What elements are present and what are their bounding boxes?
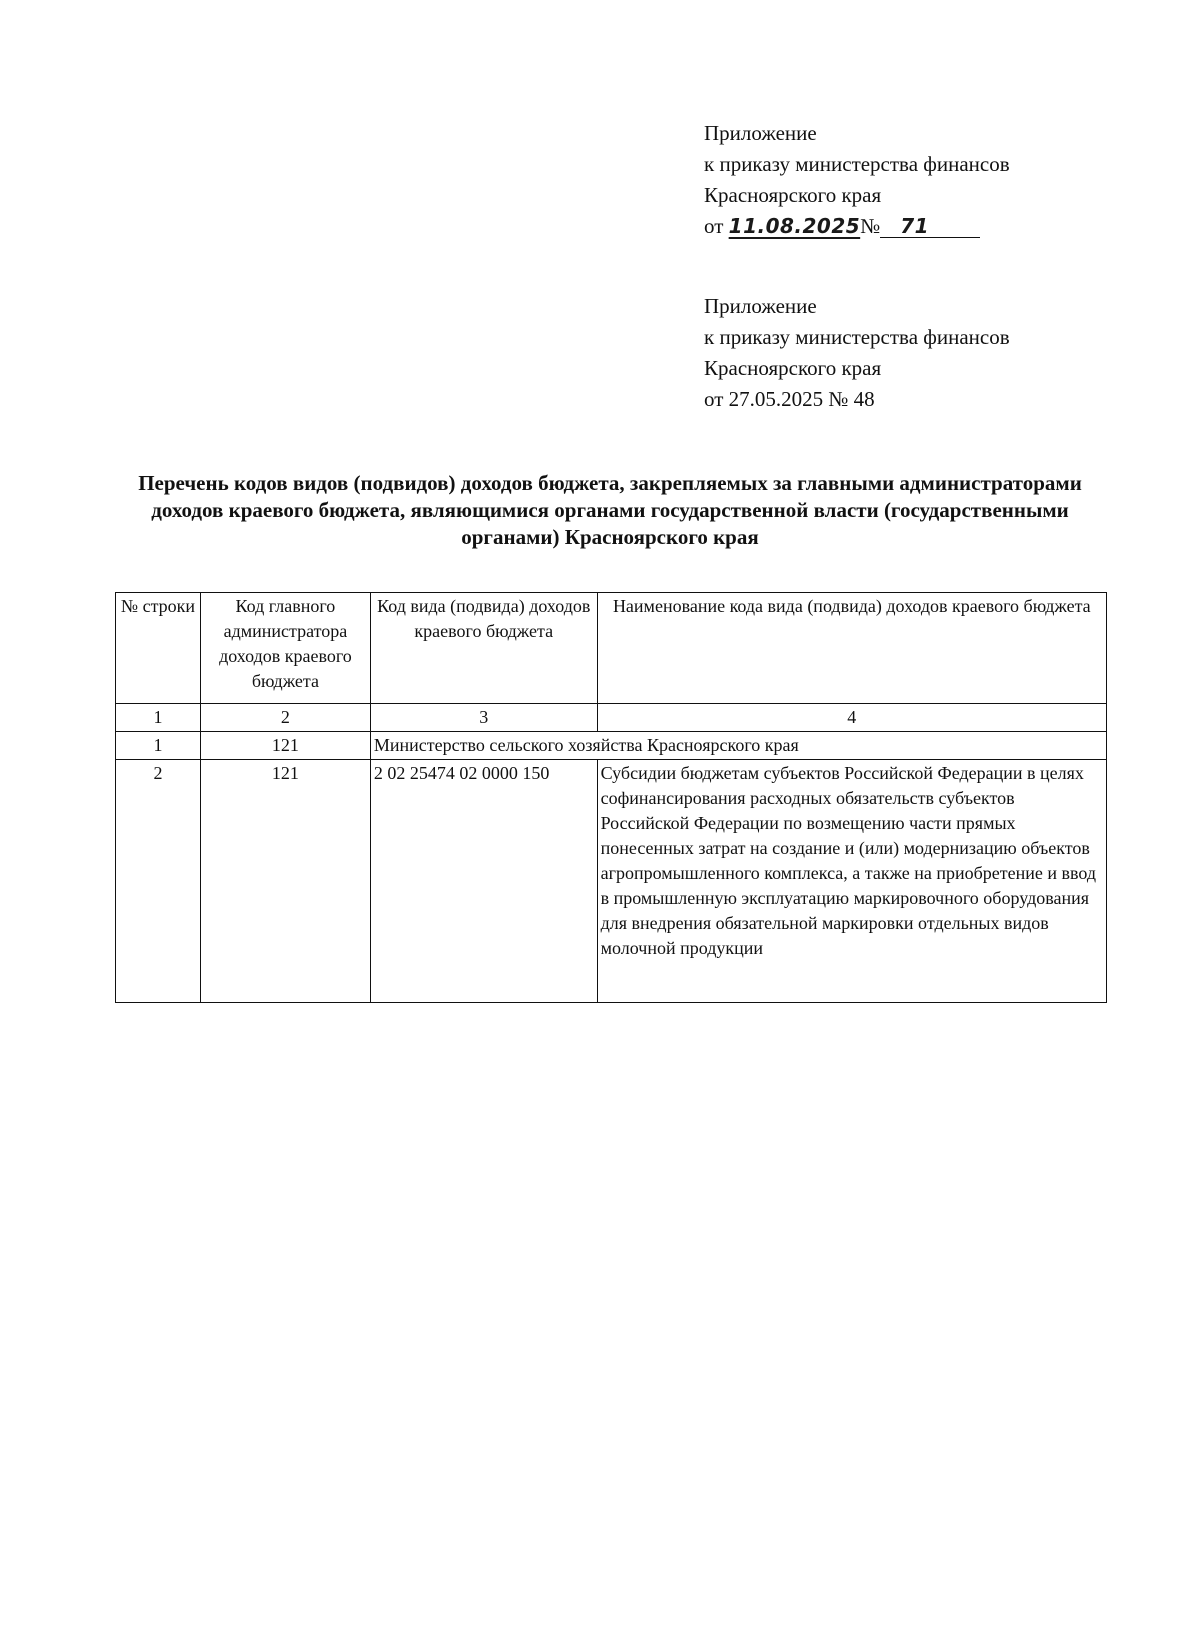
admin-code: 121 — [200, 732, 370, 760]
appendix-region: Красноярского края — [704, 183, 882, 207]
income-code: 2 02 25474 02 0000 150 — [370, 760, 597, 1003]
appendix-label: Приложение — [704, 294, 817, 318]
appendix-current-order — [704, 118, 1010, 242]
administrator-name: Министерство сельского хозяйства Красноярского края — [370, 732, 1106, 760]
table-row — [116, 732, 1107, 760]
number-slot — [880, 215, 980, 238]
appendix-label: Приложение — [704, 121, 817, 145]
appendix-date-number: от 27.05.2025 № 48 — [704, 387, 875, 411]
appendix-order-ref: к приказу министерства финансов — [704, 152, 1010, 176]
column-number: 4 — [597, 704, 1106, 732]
table-header-row — [116, 593, 1107, 704]
appendix-date-line — [704, 211, 1010, 242]
handwritten-number: 71 — [900, 214, 930, 238]
table-row — [116, 760, 1107, 1003]
admin-code: 121 — [200, 760, 370, 1003]
income-codes-table — [115, 592, 1107, 1003]
appendix-order-ref: к приказу министерства финансов — [704, 325, 1010, 349]
document-title: Перечень кодов видов (подвидов) доходов бюджета, закрепляемых за главными администраторами доходов краевого бюджета, являющимися органами государственной власти (государственными органами) Красноярского края — [138, 471, 1082, 549]
handwritten-date: 11.08.2025 — [728, 214, 861, 238]
header-row-number: № строки — [116, 593, 201, 704]
appendix-region: Красноярского края — [704, 356, 882, 380]
header-income-name: Наименование кода вида (подвида) доходов краевого бюджета — [597, 593, 1106, 704]
row-number: 1 — [116, 732, 201, 760]
income-name: Субсидии бюджетам субъектов Российской Федерации в целях софинансирования расходных обязательств субъектов Российской Федерации по возмещению части прямых понесенных затрат на создание и (или) модернизацию объектов агропромышленного комплекса, а также на приобретение и ввод в промышленную эксплуатацию маркировочного оборудования для внедрения обязательной маркировки отдельных видов молочной продукции — [597, 760, 1106, 1003]
header-admin-code: Код главного администратора доходов краевого бюджета — [200, 593, 370, 704]
number-sign: № — [860, 214, 881, 238]
column-number: 1 — [116, 704, 201, 732]
column-number: 2 — [200, 704, 370, 732]
appendix-previous-order — [704, 291, 1010, 415]
column-number: 3 — [370, 704, 597, 732]
row-number: 2 — [116, 760, 201, 1003]
header-income-code: Код вида (подвида) доходов краевого бюджета — [370, 593, 597, 704]
date-prefix: от — [704, 214, 729, 238]
column-numbers-row — [116, 704, 1107, 732]
